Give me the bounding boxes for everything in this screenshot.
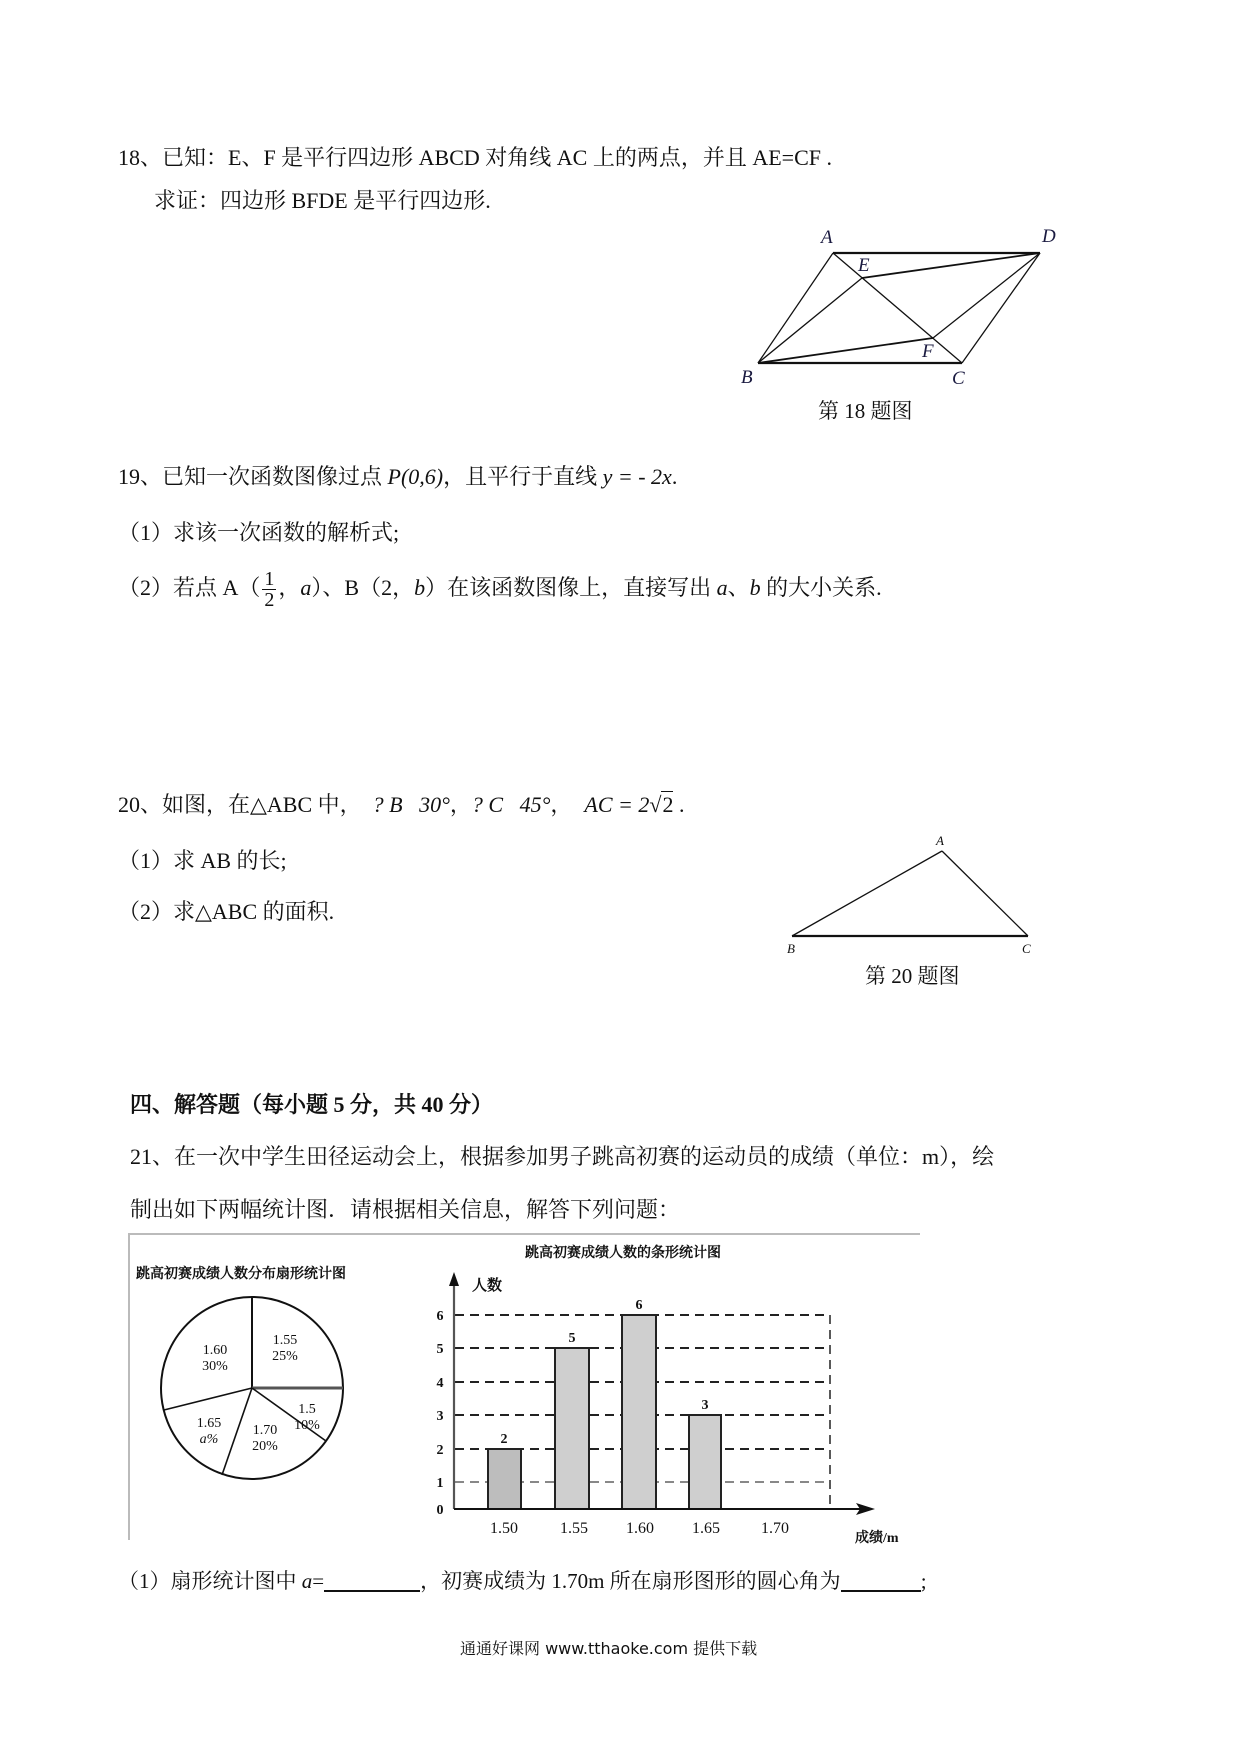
pie-chart-title: 跳高初赛成绩人数分布扇形统计图	[136, 1266, 346, 1282]
label-B: B	[741, 367, 753, 388]
pie-slice-label: 1.5	[298, 1402, 316, 1417]
q21-statement-line1: 21、在一次中学生田径运动会上，根据参加男子跳高初赛的运动员的成绩（单位：m），绘	[130, 1144, 995, 1169]
x-tick: 1.70	[761, 1520, 789, 1537]
q21-part1	[118, 1566, 927, 1596]
section-title: 四、解答题（每小题 5 分，共 40 分）	[130, 1092, 494, 1117]
q19-stem-mid: ，且平行于直线	[443, 464, 603, 489]
var-a: a	[300, 575, 312, 600]
answer-blank-angle[interactable]	[841, 1568, 921, 1592]
q20-figure-caption: 第 20 题图	[865, 964, 960, 988]
pie-slice-label: 1.70	[252, 1423, 278, 1438]
q20-stem-suffix: .	[673, 792, 685, 817]
pie-slice-value: 10%	[294, 1418, 320, 1433]
q19-stem-suffix: .	[671, 464, 678, 489]
x-tick: 1.50	[490, 1520, 518, 1537]
q18-prove: 求证：四边形 BFDE 是平行四边形.	[154, 188, 491, 213]
q18-figure-caption: 第 18 题图	[818, 399, 913, 423]
bar-value-label: 6	[635, 1298, 643, 1313]
q18-statement: 18、已知：E、F 是平行四边形 ABCD 对角线 AC 上的两点，并且 AE=CF .	[118, 145, 833, 170]
bar-value-label: 2	[500, 1432, 508, 1447]
q21-part1-mid: ，初赛成绩为 1.70m 所在扇形图形的圆心角为	[420, 1569, 841, 1593]
bar-value-label: 3	[701, 1398, 709, 1413]
pie-slice-value: 20%	[252, 1439, 278, 1454]
y-tick: 0	[436, 1503, 444, 1518]
q19-part2-mid: ）、B（2，	[311, 575, 415, 600]
bar-chart-title: 跳高初赛成绩人数的条形统计图	[525, 1245, 721, 1261]
fraction-one-half	[262, 569, 276, 610]
separator: ，	[449, 792, 472, 817]
q19-sep: ，	[278, 575, 301, 600]
var-b: b	[749, 575, 761, 600]
ac-equation: AC = 2	[584, 792, 650, 817]
q19-part2-suffix: 的大小关系.	[760, 575, 882, 600]
q19-part2-prefix: （2）若点 A（	[118, 575, 261, 600]
q18-parallelogram-figure	[640, 190, 1080, 390]
pie-slice-label: 1.60	[202, 1343, 228, 1358]
label-C: C	[952, 368, 965, 389]
fraction-denominator: 2	[264, 589, 275, 612]
label-F: F	[922, 341, 934, 362]
y-tick: 6	[436, 1309, 444, 1324]
pie-slice-value: 25%	[272, 1349, 298, 1364]
y-tick: 5	[436, 1342, 444, 1357]
pie-slice-label: 1.65	[196, 1416, 222, 1431]
equals-sign: =	[312, 1569, 325, 1593]
q21-part1-prefix: （1）扇形统计图中	[118, 1569, 302, 1593]
q20-part2: （2）求△ABC 的面积.	[118, 899, 335, 924]
pie-slice-value: a%	[199, 1432, 219, 1447]
y-axis-label: 人数	[472, 1278, 503, 1294]
label-D: D	[1042, 226, 1056, 247]
pie-slice-label: 1.55	[272, 1333, 298, 1348]
x-tick: 1.55	[560, 1520, 588, 1537]
label-A: A	[936, 833, 944, 848]
label-C: C	[1022, 941, 1031, 955]
q19-statement	[118, 462, 677, 492]
sqrt-value: 2	[662, 792, 674, 817]
q20-triangle-figure	[780, 825, 1060, 955]
fraction-numerator: 1	[264, 568, 275, 591]
angle-b: ? B 30°	[361, 792, 450, 817]
label-A: A	[821, 227, 833, 248]
label-B: B	[787, 941, 795, 955]
var-a: a	[301, 1569, 313, 1593]
q21-part1-suffix: ;	[920, 1569, 927, 1593]
q19-part2-mid3: ）在该函数图像上，直接写出	[425, 575, 717, 600]
answer-blank-a[interactable]	[324, 1568, 420, 1592]
label-E: E	[858, 255, 870, 276]
q19-part2-mid4: 、	[727, 575, 750, 600]
y-tick: 3	[436, 1409, 444, 1424]
bar-value-label: 5	[568, 1331, 576, 1346]
sqrt-symbol: √	[649, 792, 662, 817]
q20-stem-prefix: 20、如图，在△ABC 中，	[118, 792, 362, 817]
bar-chart	[420, 1260, 920, 1550]
y-tick: 2	[436, 1443, 444, 1458]
q19-part2	[118, 558, 882, 618]
q20-statement	[118, 790, 684, 820]
q19-line-equation: y = - 2x	[602, 464, 672, 489]
angle-c: ? C 45°	[471, 792, 551, 817]
y-axis-arrow-icon	[449, 1272, 459, 1286]
q19-part1: （1）求该一次函数的解析式;	[118, 520, 400, 545]
x-tick: 1.65	[692, 1520, 720, 1537]
x-tick: 1.60	[626, 1520, 654, 1537]
y-tick: 4	[436, 1376, 444, 1391]
var-a: a	[716, 575, 728, 600]
pie-slice-value: 30%	[202, 1359, 228, 1374]
pie-chart	[155, 1290, 355, 1490]
q19-stem-prefix: 19、已知一次函数图像过点	[118, 464, 388, 489]
page-footer: 通通好课网 www.tthaoke.com 提供下载	[460, 1639, 758, 1658]
y-tick: 1	[436, 1476, 444, 1491]
q20-part1: （1）求 AB 的长;	[118, 848, 287, 873]
separator: ，	[550, 792, 573, 817]
q19-point: P(0,6)	[387, 464, 444, 489]
var-b: b	[414, 575, 426, 600]
x-axis-label: 成绩/m	[855, 1531, 899, 1546]
q21-statement-line2: 制出如下两幅统计图．请根据相关信息，解答下列问题：	[130, 1197, 681, 1222]
